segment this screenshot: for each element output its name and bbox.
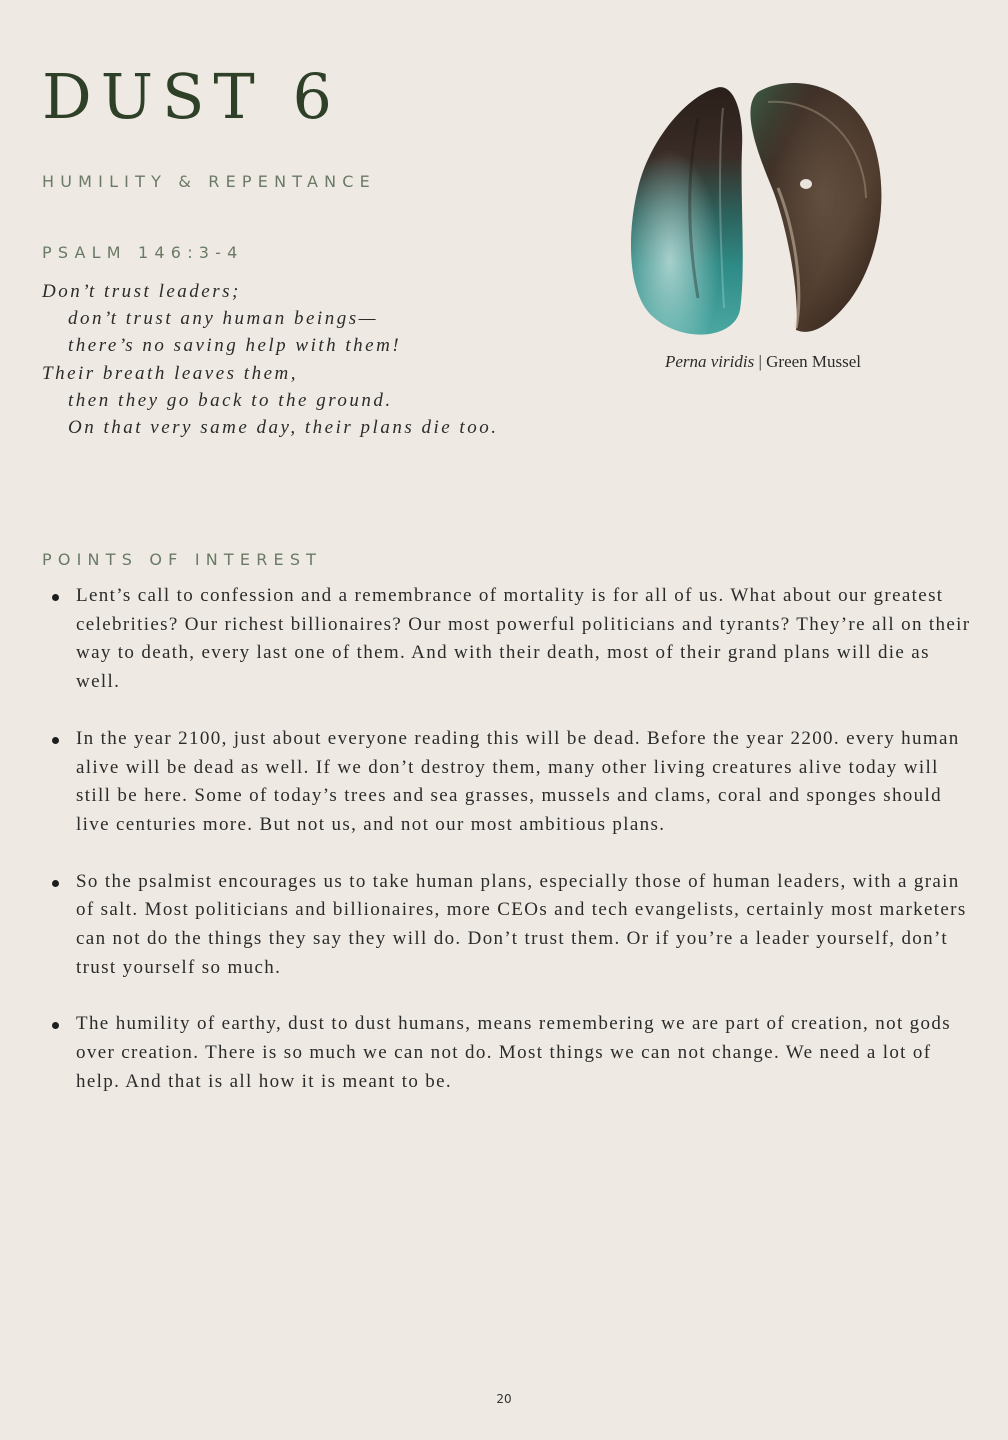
psalm-line: don’t trust any human beings— bbox=[68, 308, 378, 330]
points-of-interest-heading: POINTS OF INTEREST bbox=[42, 550, 323, 569]
bullet-icon bbox=[52, 737, 59, 744]
figure-caption bbox=[618, 352, 908, 372]
list-item-text: So the psalmist encourages us to take human plans, especially those of human leaders, with a grain of salt. Most politicians and billionaires, more CEOs and tech evangelists, certainly most marketers can not do the things they say they will do. Don’t trust them. Or if you’re a leader yourself, don’t trust yourself so much. bbox=[76, 870, 967, 978]
list-item-text: The humility of earthy, dust to dust humans, means remembering we are part of creation, not gods over creation. There is so much we can not do. Most things we can not change. We need a lot of help. And that is all how it is meant to be. bbox=[76, 1013, 951, 1092]
list-item bbox=[76, 725, 976, 840]
page-title: DUST 6 bbox=[42, 60, 341, 133]
psalm-passage bbox=[42, 278, 602, 441]
psalm-line: Don’t trust leaders; bbox=[42, 281, 241, 302]
list-item bbox=[76, 582, 976, 697]
page-number: 20 bbox=[496, 1392, 512, 1406]
points-of-interest-list bbox=[76, 582, 976, 1125]
psalm-line: On that very same day, their plans die too. bbox=[68, 417, 499, 439]
psalm-line: there’s no saving help with them! bbox=[68, 335, 402, 357]
bullet-icon bbox=[52, 1022, 59, 1029]
list-item bbox=[76, 1010, 976, 1096]
list-item bbox=[76, 868, 976, 983]
list-item-text: Lent’s call to confession and a remembrance of mortality is for all of us. What about our greatest celebrities? Our richest billionaires? Our most powerful politicians and tyrants? They’re all on their way to death, every last one of them. And with their death, most of their grand plans will die as well. bbox=[76, 585, 971, 693]
caption-scientific-name: Perna viridis bbox=[664, 352, 755, 371]
psalm-reference: PSALM 146:3-4 bbox=[42, 243, 244, 262]
psalm-line: Their breath leaves them, bbox=[42, 362, 298, 384]
psalm-line: then they go back to the ground. bbox=[68, 389, 393, 411]
caption-common-name: Green Mussel bbox=[766, 352, 862, 371]
bullet-icon bbox=[52, 880, 59, 887]
mussel-image bbox=[628, 78, 882, 340]
bullet-icon bbox=[52, 594, 59, 601]
page-subtitle: HUMILITY & REPENTANCE bbox=[42, 172, 376, 191]
caption-separator: | bbox=[754, 352, 767, 371]
list-item-text: In the year 2100, just about everyone reading this will be dead. Before the year 2200. every human alive will be dead as well. If we don’t destroy them, many other living creatures alive today will still be here. Some of today’s trees and sea grasses, mussels and clams, coral and sponges should live centuries more. But not us, and not our most ambitious plans. bbox=[76, 727, 960, 835]
